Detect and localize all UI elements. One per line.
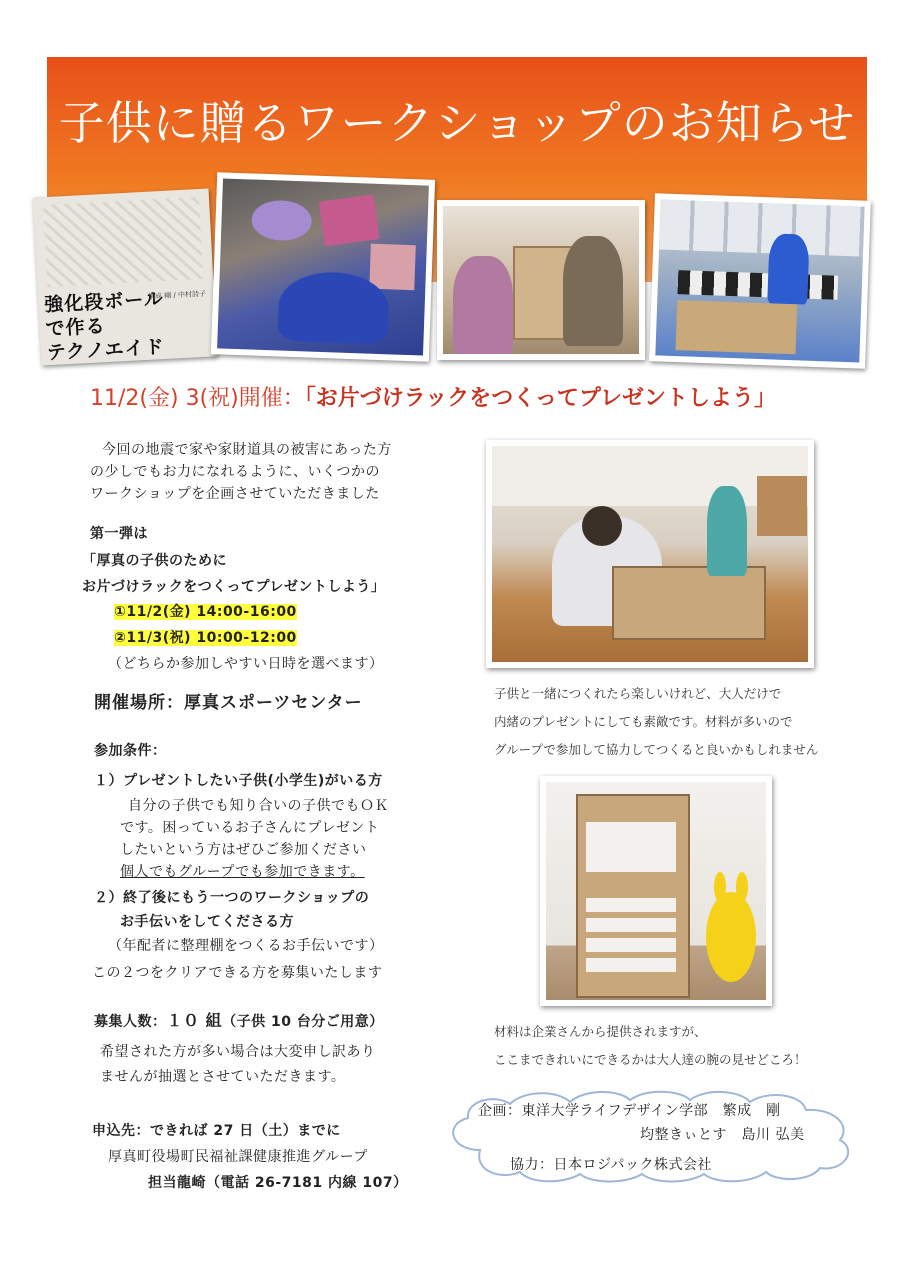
condition-1-title: １）プレゼントしたい子供(小学生)がいる方 xyxy=(94,773,383,789)
photo-finished-rack xyxy=(540,776,772,1006)
condition-2-title: ２）終了後にもう一つのワークショップの xyxy=(94,890,370,906)
page-title: 子供に贈るワークショップのお知らせ xyxy=(58,96,856,150)
workshop-photo-elders xyxy=(437,200,645,360)
condition-2-note: （年配者に整理棚をつくるお手伝いです） xyxy=(108,938,384,954)
condition-1-text: 自分の子供でも知り合いの子供でもＯＫ です。困っているお子さんにプレゼント したいという方はぜひご参加ください 個人でもグループでも参加できます。 xyxy=(120,798,389,880)
apply-org: 厚真町役場町民福祉課健康推進グループ xyxy=(108,1149,368,1165)
condition-2-title2: お手伝いをしてくださる方 xyxy=(120,914,294,930)
session-1: ①11/2(金) 14:00-16:00 xyxy=(114,604,297,620)
venue: 開催場所：厚真スポーツセンター xyxy=(94,693,363,713)
book-authors: 繁成 剛 / 中村詩子 xyxy=(147,289,207,301)
caption-1: 子供と一緒につくれたら楽しいけれど、大人だけで 内緒のプレゼントにしても素敵です。材料が多いので グループで参加して協力してつくると良いかもしれません xyxy=(494,686,819,757)
recruit-text: この２つをクリアできる方を募集いたします xyxy=(92,965,383,981)
book-illustration xyxy=(43,197,203,287)
first-title-line2: お片づけラックをつくってプレゼントしよう」 xyxy=(82,579,386,595)
event-headline xyxy=(90,381,776,412)
event-date: 11/2(金) 3(祝)開催： xyxy=(90,386,305,411)
caption-2: 材料は企業さんから提供されますが、 ここまできれいにできるかは大人達の腕の見せどころ！ xyxy=(494,1024,807,1067)
book-cover-image xyxy=(33,189,218,366)
intro-text: 今回の地震で家や家財道具の被害にあった方 の少しでもお力になれるように、いくつかの ワークショップを企画させていただきました xyxy=(90,442,392,502)
credit-plan2: 均整きぃとす 島川 弘美 xyxy=(640,1127,805,1143)
credit-plan: 企画：東洋大学ライフデザイン学部 繁成 剛 xyxy=(478,1103,781,1119)
first-heading: 第一弾は xyxy=(90,526,148,542)
apply-heading: 申込先：できれば 27 日（土）までに xyxy=(92,1123,341,1139)
apply-contact: 担当龍崎（電話 26-7181 内線 107） xyxy=(148,1175,408,1191)
photo-parent-child-building xyxy=(486,440,814,668)
workshop-photo-laundromat xyxy=(649,193,871,368)
workshop-photo-painting xyxy=(211,172,435,361)
credit-coop: 協力：日本ロジパック株式会社 xyxy=(510,1157,713,1173)
book-title: 強化段ボール で作る テクノエイド xyxy=(43,288,166,365)
capacity-note: 希望された方が多い場合は大変申し訳あり ませんが抽選とさせていただきます。 xyxy=(100,1044,376,1085)
session-2: ②11/3(祝) 10:00-12:00 xyxy=(114,630,297,646)
session-note: （どちらか参加しやすい日時を選べます） xyxy=(108,656,384,672)
capacity: 募集人数：１０ 組（子供 10 台分ご用意） xyxy=(94,1011,384,1030)
conditions-heading: 参加条件： xyxy=(94,743,167,759)
first-title-line1: 「厚真の子供のために xyxy=(82,553,227,569)
event-theme: 「お片づけラックをつくってプレゼントしよう」 xyxy=(304,386,776,411)
